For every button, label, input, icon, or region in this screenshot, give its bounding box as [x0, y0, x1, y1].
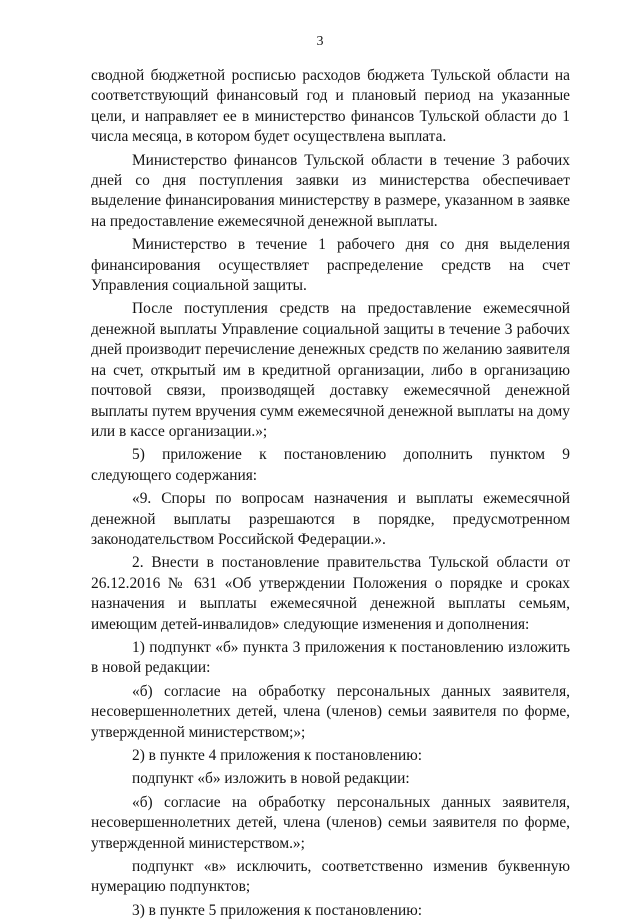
document-body [91, 66, 570, 924]
paragraph: После поступления средств на предоставление ежемесячной денежной выплаты Управление социальной защиты в течение 3 рабочих дней производит перечисление денежных средств по желанию заявителя на счет, открытый им в кредитной организации, либо в организацию почтовой связи, производящей доставку ежемесячной денежной выплаты путем вручения сумм ежемесячной денежной выплаты на дому или в кассе организации.»; [91, 300, 570, 440]
paragraph: «9. Споры по вопросам назначения и выплаты ежемесячной денежной выплаты разрешаются в порядке, предусмотренном законодательством Российской Федерации.». [91, 490, 570, 548]
paragraph: «б) согласие на обработку персональных данных заявителя, несовершеннолетних детей, члена (членов) семьи заявителя по форме, утвержденной министерством;»; [91, 682, 570, 741]
paragraph: Министерство финансов Тульской области в течение 3 рабочих дней со дня поступления заявки из министерства обеспечивает выделение финансирования министерству в размере, указанном в заявке на предоставление ежемесячной денежной выплаты. [91, 151, 570, 230]
paragraph: 1) подпункт «б» пункта 3 приложения к постановлению изложить в новой редакции: [91, 638, 570, 677]
paragraph: Министерство в течение 1 рабочего дня со дня выделения финансирования осуществляет распределение средств на счет Управления социальной защиты. [91, 236, 570, 295]
paragraph: 5) приложение к постановлению дополнить пунктом 9 следующего содержания: [91, 446, 570, 484]
page-number: 3 [316, 34, 324, 49]
paragraph: 3) в пункте 5 приложения к постановлению: [132, 901, 422, 919]
paragraph: подпункт «в» исключить, соответственно изменив буквенную нумерацию подпунктов; [91, 858, 570, 896]
paragraph: подпункт «б» изложить в новой редакции: [132, 770, 410, 788]
paragraph: 2) в пункте 4 приложения к постановлению: [132, 747, 422, 764]
paragraph: 2. Внести в постановление правительства Тульской области от 26.12.2016 № 631 «Об утверждении Положения о порядке и сроках назначения и выплаты ежемесячной денежной выплаты семьям, имеющим детей-инвалидов» следующие изменения и дополнения: [91, 554, 570, 633]
paragraph: сводной бюджетной росписью расходов бюджета Тульской области на соответствующий финансовый год и плановый период на указанные цели, и направляет ее в министерство финансов Тульской области до 1 числа месяца, в котором будет осуществлена выплата. [91, 67, 570, 146]
paragraph: «б) согласие на обработку персональных данных заявителя, несовершеннолетних детей, члена (членов) семьи заявителя по форме, утвержденной министерством.»; [91, 793, 570, 852]
